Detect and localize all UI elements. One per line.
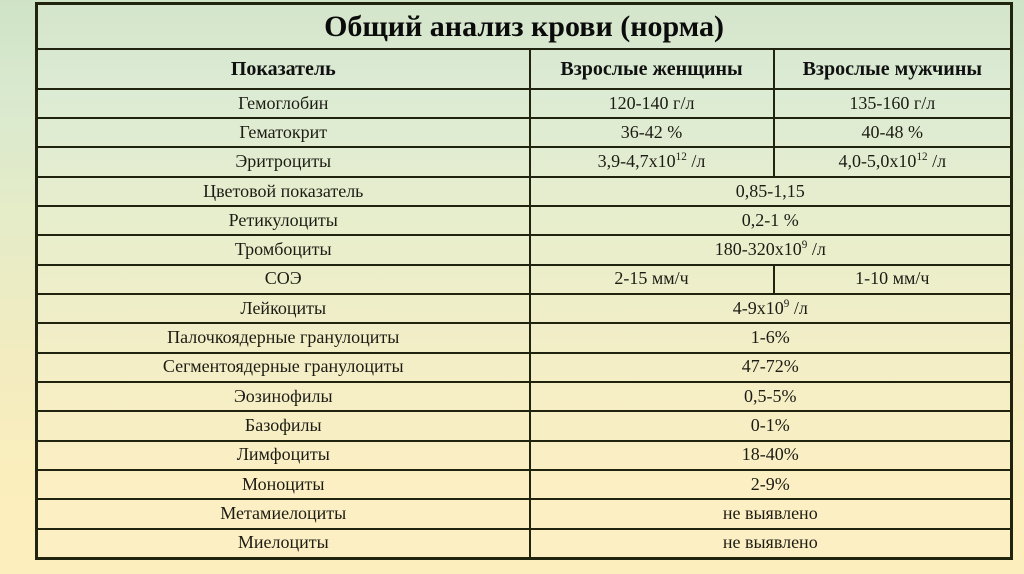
merged-value-cell: 0-1% — [530, 411, 1012, 440]
table-header-row — [37, 49, 1012, 89]
table-row-reticulocytes — [37, 206, 1012, 235]
merged-value-cell: 47-72% — [530, 353, 1012, 382]
value-unit: /л — [807, 239, 826, 260]
table-row-myelocytes — [37, 529, 1012, 559]
value-base: 180-320х10 — [714, 239, 802, 260]
value-base: 3,9-4,7х10 — [597, 151, 676, 172]
men-value-cell: 40-48 % — [774, 118, 1012, 147]
men-value-cell — [774, 147, 1012, 176]
table-row-segmented-granulocytes — [37, 353, 1012, 382]
merged-value-cell: 1-6% — [530, 323, 1012, 352]
indicator-cell: Базофилы — [37, 411, 530, 440]
indicator-cell: Гематокрит — [37, 118, 530, 147]
men-value-cell: 135-160 г/л — [774, 89, 1012, 118]
table-row-hematocrit — [37, 118, 1012, 147]
table-row-basophils — [37, 411, 1012, 440]
indicator-cell: Моноциты — [37, 470, 530, 499]
indicator-cell: Гемоглобин — [37, 89, 530, 118]
indicator-cell: Эритроциты — [37, 147, 530, 176]
column-header-women: Взрослые женщины — [530, 49, 774, 89]
blood-test-norms-table — [35, 2, 1013, 560]
table-title-row — [37, 4, 1012, 50]
value-base: 4-9х10 — [732, 297, 784, 318]
merged-value-cell: 18-40% — [530, 441, 1012, 470]
indicator-cell: Палочкоядерные гранулоциты — [37, 323, 530, 352]
table-row-lymphocytes — [37, 441, 1012, 470]
merged-value-cell: не выявлено — [530, 529, 1012, 559]
table-row-leukocytes — [37, 294, 1012, 323]
indicator-cell: Сегментоядерные гранулоциты — [37, 353, 530, 382]
table-row-erythrocytes — [37, 147, 1012, 176]
column-header-indicator: Показатель — [37, 49, 530, 89]
table-row-esr — [37, 265, 1012, 294]
value-unit: /л — [789, 297, 808, 318]
value-exponent: 12 — [916, 151, 928, 164]
value-base: 4,0-5,0х10 — [838, 151, 917, 172]
merged-value-cell: 0,2-1 % — [530, 206, 1012, 235]
table-row-band-granulocytes — [37, 323, 1012, 352]
table-row-hemoglobin — [37, 89, 1012, 118]
women-value-cell: 120-140 г/л — [530, 89, 774, 118]
women-value-cell: 36-42 % — [530, 118, 774, 147]
table-row-color-index — [37, 177, 1012, 206]
value-exponent: 9 — [783, 297, 790, 310]
column-header-men: Взрослые мужчины — [774, 49, 1012, 89]
indicator-cell: Эозинофилы — [37, 382, 530, 411]
indicator-cell: Цветовой показатель — [37, 177, 530, 206]
men-value-cell: 1-10 мм/ч — [774, 265, 1012, 294]
indicator-cell: Лимфоциты — [37, 441, 530, 470]
women-value-cell — [530, 147, 774, 176]
indicator-cell: СОЭ — [37, 265, 530, 294]
merged-value-cell — [530, 294, 1012, 323]
merged-value-cell — [530, 235, 1012, 264]
indicator-cell: Метамиелоциты — [37, 499, 530, 528]
indicator-cell: Лейкоциты — [37, 294, 530, 323]
value-unit: /л — [686, 151, 706, 172]
page-title: Общий анализ крови (норма) — [37, 4, 1012, 50]
table-row-eosinophils — [37, 382, 1012, 411]
value-exponent: 9 — [801, 239, 808, 252]
women-value-cell: 2-15 мм/ч — [530, 265, 774, 294]
merged-value-cell: 0,85-1,15 — [530, 177, 1012, 206]
merged-value-cell: не выявлено — [530, 499, 1012, 528]
value-exponent: 12 — [675, 151, 687, 164]
table-row-platelets — [37, 235, 1012, 264]
indicator-cell: Миелоциты — [37, 529, 530, 559]
table-row-metamyelocytes — [37, 499, 1012, 528]
table-row-monocytes — [37, 470, 1012, 499]
value-unit: /л — [927, 151, 947, 172]
merged-value-cell: 0,5-5% — [530, 382, 1012, 411]
indicator-cell: Тромбоциты — [37, 235, 530, 264]
merged-value-cell: 2-9% — [530, 470, 1012, 499]
indicator-cell: Ретикулоциты — [37, 206, 530, 235]
